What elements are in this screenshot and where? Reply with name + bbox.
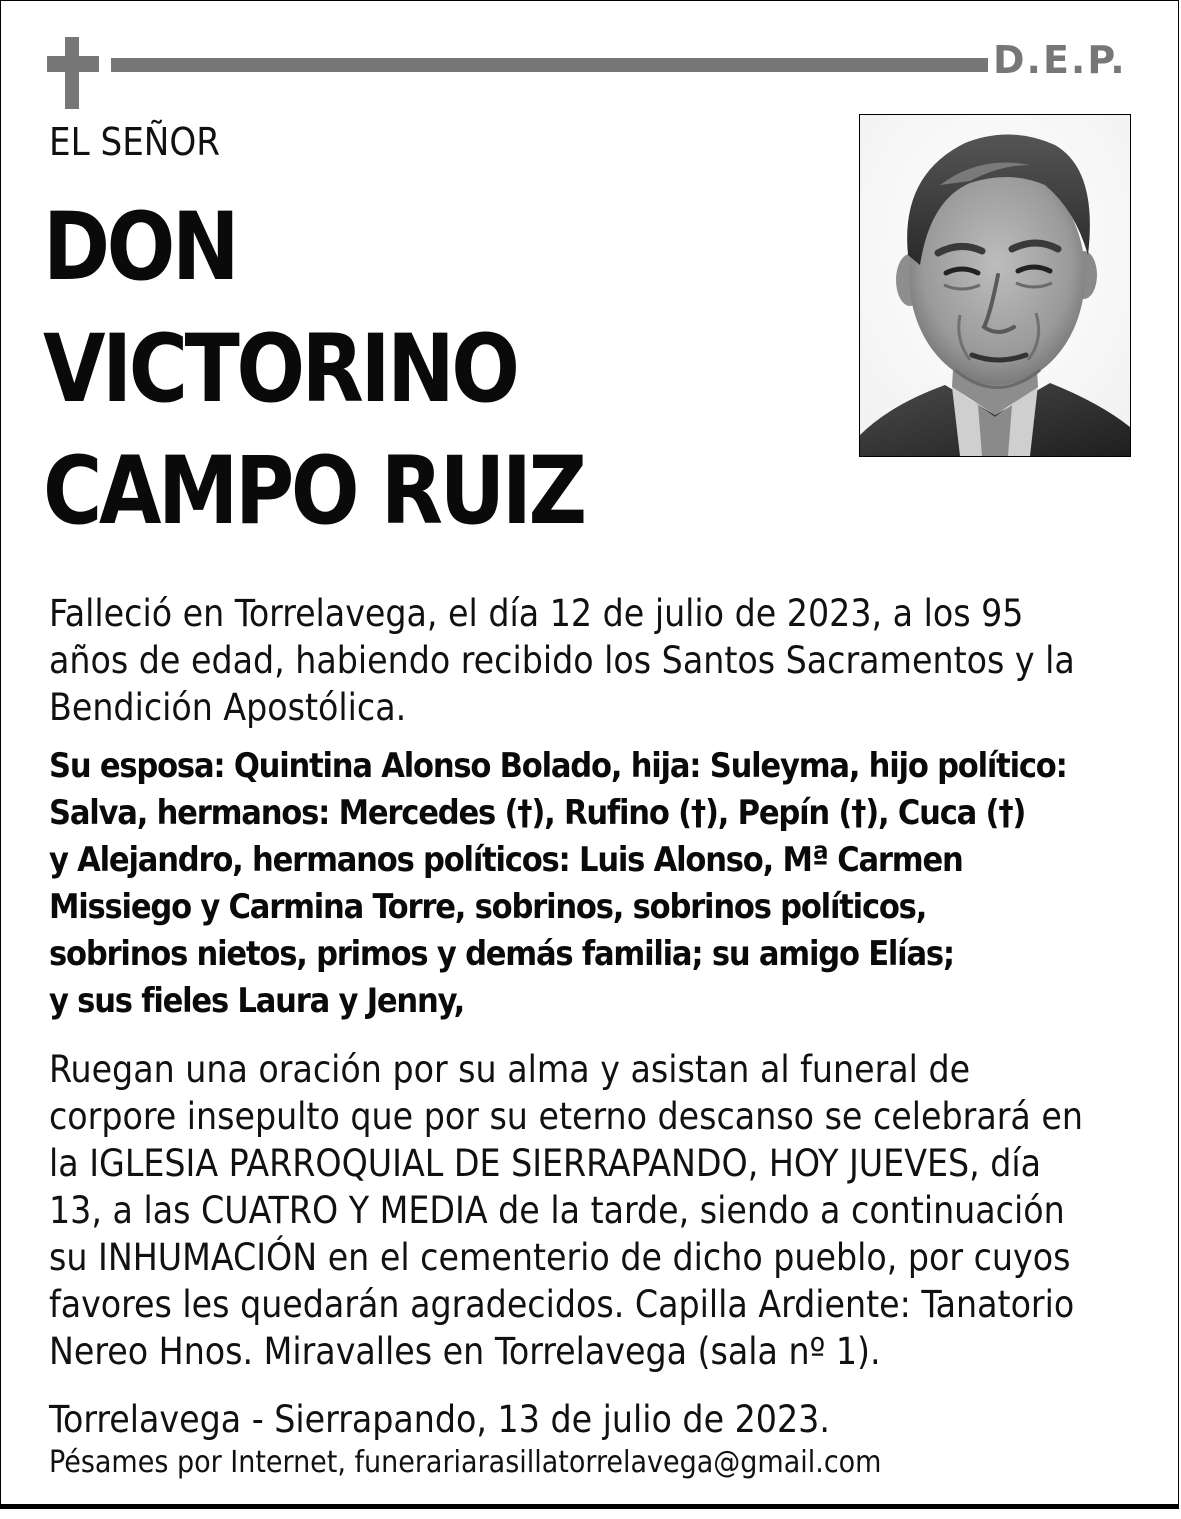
text-line: Bendición Apostólica. (49, 686, 407, 729)
name-line: DON (43, 193, 237, 302)
text-line: Salva, hermanos: Mercedes (†), Rufino (†), Pepín (†), Cuca (†) (49, 793, 1026, 833)
death-announcement (49, 590, 1075, 731)
text-line: y sus fieles Laura y Jenny, (49, 981, 465, 1021)
name-line: VICTORINO (43, 315, 517, 424)
condolences-contact: Pésames por Internet, funerariarasillatorrelavega@gmail.com (49, 1445, 882, 1480)
cross-horizontal-bar (47, 56, 99, 72)
text-line: la IGLESIA PARROQUIAL DE SIERRAPANDO, HOY JUEVES, día (49, 1142, 1042, 1185)
text-line: Nereo Hnos. Miravalles en Torrelavega (sala nº 1). (49, 1330, 881, 1373)
dep-label: D.E.P. (993, 38, 1127, 82)
honorific: EL SEÑOR (49, 120, 221, 164)
text-line: 13, a las CUATRO Y MEDIA de la tarde, siendo a continuación (49, 1189, 1065, 1232)
deceased-name (43, 187, 672, 553)
funeral-details (49, 1046, 1083, 1375)
place-and-date: Torrelavega - Sierrapando, 13 de julio de 2023. (49, 1398, 830, 1441)
header-rule (111, 58, 988, 72)
name-line: CAMPO RUIZ (43, 437, 584, 546)
text-line: corpore insepulto que por su eterno descanso se celebrará en (49, 1095, 1083, 1138)
portrait-photo (859, 114, 1131, 457)
text-line: favores les quedarán agradecidos. Capilla Ardiente: Tanatorio (49, 1283, 1075, 1326)
text-line: Falleció en Torrelavega, el día 12 de julio de 2023, a los 95 (49, 592, 1024, 635)
text-line: Missiego y Carmina Torre, sobrinos, sobrinos políticos, (49, 887, 927, 927)
text-line: su INHUMACIÓN en el cementerio de dicho pueblo, por cuyos (49, 1236, 1071, 1279)
cross-vertical-bar (65, 37, 79, 109)
text-line: años de edad, habiendo recibido los Santos Sacramentos y la (49, 639, 1075, 682)
family-list (49, 743, 1067, 1025)
portrait-photo-elderly-man (860, 115, 1130, 456)
text-line: y Alejandro, hermanos políticos: Luis Alonso, Mª Carmen (49, 840, 963, 880)
text-line: Su esposa: Quintina Alonso Bolado, hija: Suleyma, hijo político: (49, 746, 1067, 786)
text-line: sobrinos nietos, primos y demás familia; su amigo Elías; (49, 934, 954, 974)
text-line: Ruegan una oración por su alma y asistan al funeral de (49, 1048, 971, 1091)
